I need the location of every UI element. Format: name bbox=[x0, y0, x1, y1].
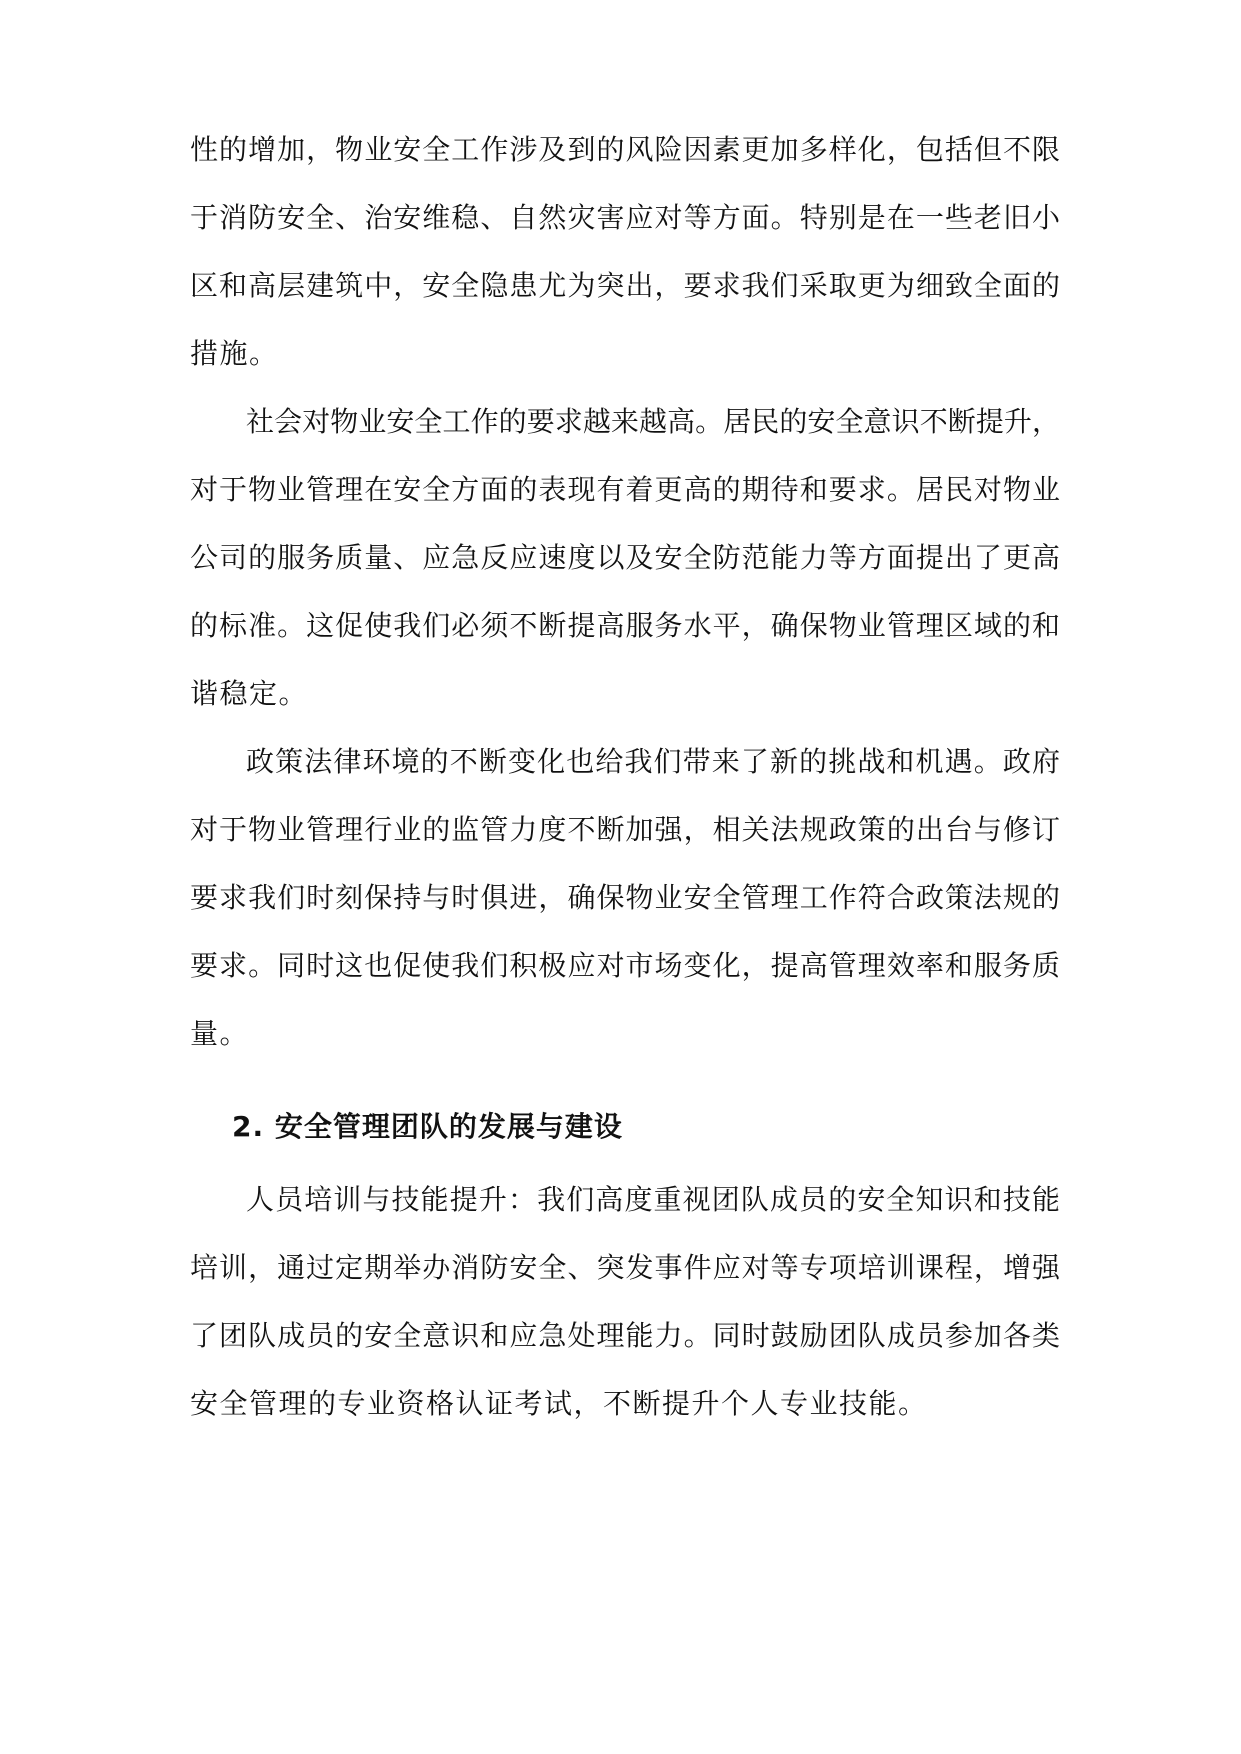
paragraph-3-line-3: 要求我们时刻保持与时俱进，确保物业安全管理工作符合政策法规的 bbox=[190, 881, 1060, 914]
paragraph-2-line-5: 谐稳定。 bbox=[190, 677, 309, 710]
paragraph-3-line-4: 要求。同时这也促使我们积极应对市场变化，提高管理效率和服务质 bbox=[190, 949, 1060, 982]
paragraph-2-line-1: 社会对物业安全工作的要求越来越高。居民的安全意识不断提升， bbox=[246, 405, 1060, 438]
paragraph-4-line-3: 了团队成员的安全意识和应急处理能力。同时鼓励团队成员参加各类 bbox=[190, 1319, 1060, 1352]
paragraph-3-line-1: 政策法律环境的不断变化也给我们带来了新的挑战和机遇。政府 bbox=[246, 745, 1060, 778]
paragraph-4-line-4: 安全管理的专业资格认证考试，不断提升个人专业技能。 bbox=[190, 1387, 928, 1420]
paragraph-1-line-2: 于消防安全、治安维稳、自然灾害应对等方面。特别是在一些老旧小 bbox=[190, 201, 1060, 234]
paragraph-2-line-2: 对于物业管理在安全方面的表现有着更高的期待和要求。居民对物业 bbox=[190, 473, 1060, 506]
paragraph-4-line-2: 培训，通过定期举办消防安全、突发事件应对等专项培训课程，增强 bbox=[190, 1251, 1060, 1284]
paragraph-2-line-4: 的标准。这促使我们必须不断提高服务水平，确保物业管理区域的和 bbox=[190, 609, 1060, 642]
section-heading: 2. 安全管理团队的发展与建设 bbox=[232, 1110, 623, 1143]
paragraph-3-line-5: 量。 bbox=[190, 1017, 250, 1050]
paragraph-1-line-3: 区和高层建筑中，安全隐患尤为突出，要求我们采取更为细致全面的 bbox=[190, 269, 1060, 302]
paragraph-1-line-1: 性的增加，物业安全工作涉及到的风险因素更加多样化，包括但不限 bbox=[190, 133, 1060, 166]
paragraph-3-line-2: 对于物业管理行业的监管力度不断加强，相关法规政策的出台与修订 bbox=[190, 813, 1060, 846]
paragraph-1-line-4: 措施。 bbox=[190, 337, 279, 370]
paragraph-4-line-1: 人员培训与技能提升：我们高度重视团队成员的安全知识和技能 bbox=[246, 1183, 1060, 1216]
paragraph-2-line-3: 公司的服务质量、应急反应速度以及安全防范能力等方面提出了更高 bbox=[190, 541, 1060, 574]
